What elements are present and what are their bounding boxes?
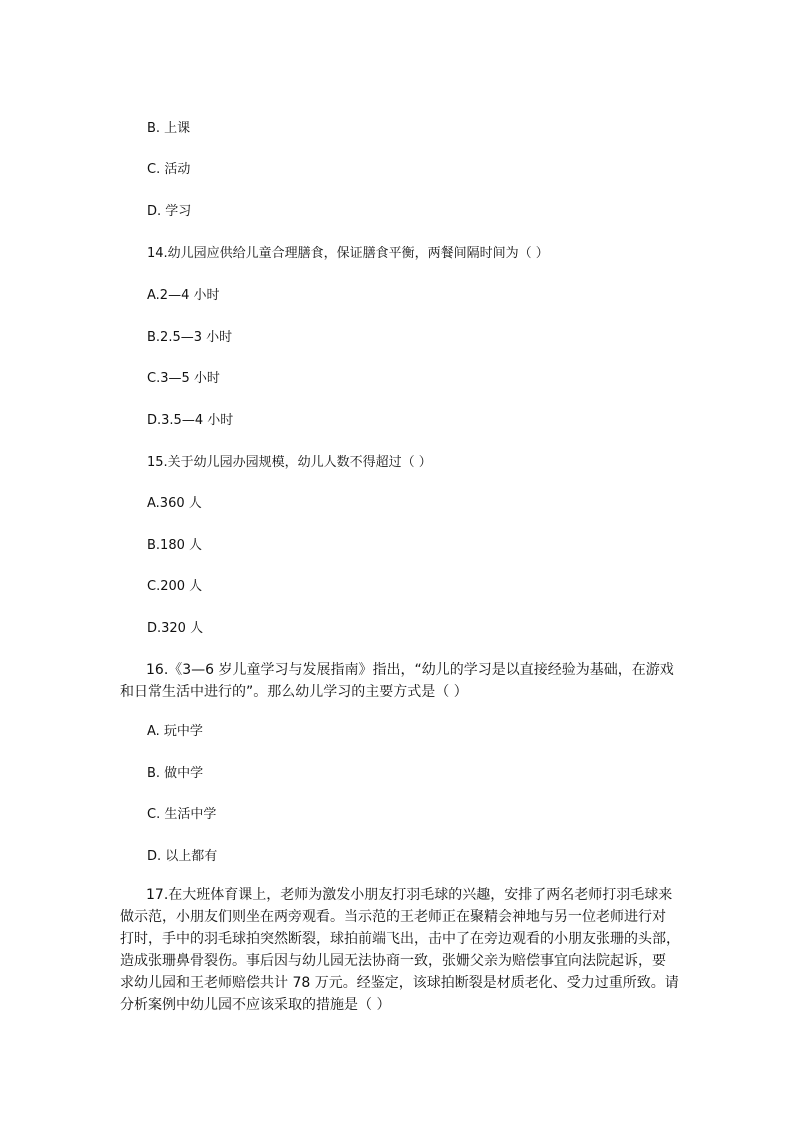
- q17-stem-line: 分析案例中幼儿园不应该采取的措施是（ ）: [120, 997, 391, 1013]
- q14-option-a: A.2—4 小时: [147, 288, 220, 303]
- q16-stem-line: 16.《3—6 岁儿童学习与发展指南》指出，“幼儿的学习是以直接经验为基础，在游戏: [146, 662, 674, 678]
- q17-stem-line: 造成张珊鼻骨裂伤。事后因与幼儿园无法协商一致，张姗父亲为赔偿事宜向法院起诉，要: [120, 953, 666, 969]
- q16-stem: [120, 659, 675, 703]
- q15-option-c: C.200 人: [147, 579, 203, 594]
- q14-option-d: D.3.5—4 小时: [147, 413, 234, 428]
- q17-stem-line: 打时，手中的羽毛球拍突然断裂，球拍前端飞出，击中了在旁边观看的小朋友张珊的头部，: [120, 931, 680, 947]
- q15-option-b: B.180 人: [147, 538, 202, 553]
- q17-stem: [120, 884, 680, 1016]
- q14-option-b: B.2.5—3 小时: [147, 330, 233, 345]
- q15-option-d: D.320 人: [147, 621, 204, 636]
- q16-option-d: D. 以上都有: [147, 849, 218, 864]
- q17-stem-line: 求幼儿园和王老师赔偿共计 78 万元。经鉴定，该球拍断裂是材质老化、受力过重所致。请: [120, 975, 679, 991]
- q14-option-c: C.3—5 小时: [147, 371, 220, 386]
- q14-stem: 14.幼儿园应供给儿童合理膳食，保证膳食平衡，两餐间隔时间为（ ）: [147, 246, 549, 261]
- q13-option-d: D. 学习: [147, 204, 192, 219]
- q16-stem-line: 和日常生活中进行的”。那么幼儿学习的主要方式是（ ）: [120, 684, 468, 700]
- q16-option-b: B. 做中学: [147, 766, 204, 781]
- q15-option-a: A.360 人: [147, 496, 202, 511]
- q17-stem-line: 17.在大班体育课上，老师为激发小朋友打羽毛球的兴趣，安排了两名老师打羽毛球来: [146, 887, 673, 903]
- q13-option-c: C. 活动: [147, 162, 191, 177]
- q13-option-b: B. 上课: [147, 121, 191, 136]
- q16-option-a: A. 玩中学: [147, 724, 203, 739]
- q17-stem-line: 做示范，小朋友们则坐在两旁观看。当示范的王老师正在聚精会神地与另一位老师进行对: [120, 909, 666, 925]
- q15-stem: 15.关于幼儿园办园规模，幼儿人数不得超过（ ）: [147, 455, 432, 470]
- q16-option-c: C. 生活中学: [147, 807, 217, 822]
